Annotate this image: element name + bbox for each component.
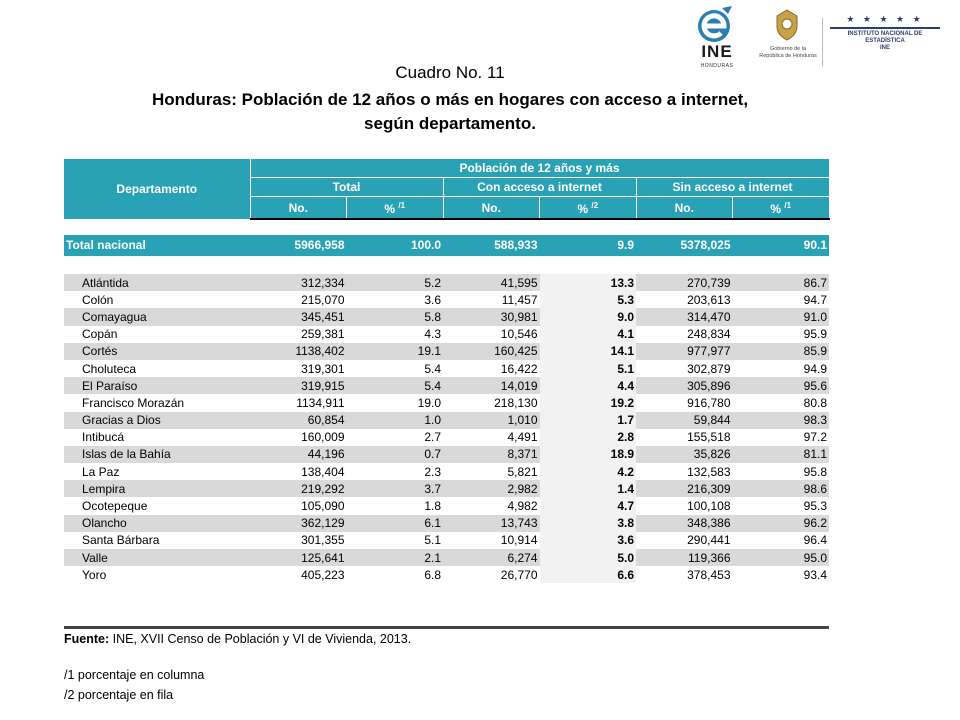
cell-sin-no: 302,879 <box>636 360 733 377</box>
cell-con-no: 11,457 <box>443 291 540 308</box>
cell-total-no: 301,355 <box>250 532 347 549</box>
institute-line3: INE <box>879 45 890 51</box>
source-label: Fuente: <box>64 632 110 646</box>
department-name: Cortés <box>64 343 250 360</box>
cell-con-pct: 5.1 <box>540 360 637 377</box>
cell-sin-no: 119,366 <box>636 549 733 566</box>
department-name: Colón <box>64 291 250 308</box>
cell-con-pct: 13.3 <box>540 274 637 291</box>
cell-total-pct: 3.6 <box>347 291 444 308</box>
cell-total-pct: 5.8 <box>347 308 444 325</box>
header-con-acceso: Con acceso a internet <box>443 178 636 197</box>
table-row <box>64 480 829 497</box>
cell-con-no: 41,595 <box>443 274 540 291</box>
cell-sin-pct: 96.4 <box>733 532 830 549</box>
department-name: Choluteca <box>64 360 250 377</box>
cell-total-pct: 6.1 <box>347 515 444 532</box>
table-row <box>64 326 829 343</box>
department-name: Islas de la Bahía <box>64 446 250 463</box>
cell-total-no: 319,301 <box>250 360 347 377</box>
department-name: Comayagua <box>64 308 250 325</box>
table-row <box>64 343 829 360</box>
cell-con-no: 5,821 <box>443 463 540 480</box>
cell-sin-pct: 94.7 <box>733 291 830 308</box>
page-title: Honduras: Población de 12 años o más en hogares con acceso a internet, <box>151 90 749 109</box>
header-total: Total <box>250 178 443 197</box>
cell-con-no: 8,371 <box>443 446 540 463</box>
cell-sin-no: 100,108 <box>636 497 733 514</box>
cell-total-pct: 2.3 <box>347 463 444 480</box>
cell-con-no: 160,425 <box>443 343 540 360</box>
total-con-no: 588,933 <box>443 235 540 256</box>
cell-con-pct: 9.0 <box>540 308 637 325</box>
cell-total-pct: 1.8 <box>347 497 444 514</box>
header-departamento: Departamento <box>64 159 250 220</box>
cell-con-pct: 4.7 <box>540 497 637 514</box>
logo-divider <box>822 18 823 66</box>
cell-con-pct: 4.2 <box>540 463 637 480</box>
cell-con-no: 10,546 <box>443 326 540 343</box>
cell-total-no: 405,223 <box>250 566 347 583</box>
cell-total-pct: 5.4 <box>347 360 444 377</box>
department-name: El Paraíso <box>64 377 250 394</box>
cell-total-no: 362,129 <box>250 515 347 532</box>
cell-con-no: 16,422 <box>443 360 540 377</box>
cell-con-no: 10,914 <box>443 532 540 549</box>
cell-total-no: 105,090 <box>250 497 347 514</box>
table-row <box>64 463 829 480</box>
department-name: Valle <box>64 549 250 566</box>
government-logo-text <box>756 46 820 60</box>
department-name: Santa Bárbara <box>64 532 250 549</box>
department-name: Olancho <box>64 515 250 532</box>
cell-sin-pct: 95.3 <box>733 497 830 514</box>
cell-con-pct: 5.3 <box>540 291 637 308</box>
total-row <box>64 235 829 256</box>
cell-con-pct: 19.2 <box>540 394 637 411</box>
cell-sin-pct: 97.2 <box>733 429 830 446</box>
cell-total-no: 219,292 <box>250 480 347 497</box>
cell-con-no: 26,770 <box>443 566 540 583</box>
government-line1: Gobierno de la <box>769 46 807 52</box>
cell-con-pct: 3.8 <box>540 515 637 532</box>
coat-of-arms-icon <box>770 8 804 42</box>
cell-sin-no: 216,309 <box>636 480 733 497</box>
cell-total-pct: 6.8 <box>347 566 444 583</box>
cell-total-pct: 5.4 <box>347 377 444 394</box>
cell-total-pct: 2.7 <box>347 429 444 446</box>
ine-logo-sub: HONDURAS <box>700 63 734 69</box>
table-number: Cuadro No. 11 <box>395 63 505 82</box>
cell-sin-pct: 95.6 <box>733 377 830 394</box>
table-row <box>64 497 829 514</box>
total-sin-no: 5378,025 <box>636 235 733 256</box>
cell-total-pct: 5.2 <box>347 274 444 291</box>
cell-sin-no: 59,844 <box>636 412 733 429</box>
population-table <box>64 158 830 583</box>
cell-sin-no: 270,739 <box>636 274 733 291</box>
total-name: Total nacional <box>64 235 250 256</box>
cell-con-pct: 18.9 <box>540 446 637 463</box>
total-con-pct: 9.9 <box>540 235 637 256</box>
cell-sin-no: 378,453 <box>636 566 733 583</box>
table-row <box>64 308 829 325</box>
header-con-no: No. <box>443 197 540 220</box>
header-group: Población de 12 años y más <box>250 159 829 178</box>
header-sin-acceso: Sin acceso a internet <box>636 178 829 197</box>
header-total-no: No. <box>250 197 347 220</box>
table-row <box>64 549 829 566</box>
ine-logo-text: INE <box>701 42 733 61</box>
department-name: Intibucá <box>64 429 250 446</box>
cell-total-pct: 5.1 <box>347 532 444 549</box>
cell-total-no: 60,854 <box>250 412 347 429</box>
cell-total-pct: 4.3 <box>347 326 444 343</box>
header-total-pct <box>347 197 444 220</box>
cell-con-no: 13,743 <box>443 515 540 532</box>
cell-sin-pct: 91.0 <box>733 308 830 325</box>
cell-con-pct: 6.6 <box>540 566 637 583</box>
cell-con-no: 1,010 <box>443 412 540 429</box>
cell-con-pct: 2.8 <box>540 429 637 446</box>
department-name: Lempira <box>64 480 250 497</box>
cell-total-no: 160,009 <box>250 429 347 446</box>
header-pct-label: % <box>384 202 396 216</box>
cell-sin-pct: 93.4 <box>733 566 830 583</box>
cell-total-pct: 19.0 <box>347 394 444 411</box>
cell-con-no: 30,981 <box>443 308 540 325</box>
cell-con-no: 4,491 <box>443 429 540 446</box>
department-name: Yoro <box>64 566 250 583</box>
cell-sin-no: 305,896 <box>636 377 733 394</box>
cell-sin-no: 290,441 <box>636 532 733 549</box>
header-pct-label: % <box>577 202 589 216</box>
header-sin-no: No. <box>636 197 733 220</box>
stars-icon: ★ ★ ★ ★ ★ <box>846 14 924 24</box>
cell-sin-pct: 85.9 <box>733 343 830 360</box>
cell-sin-no: 155,518 <box>636 429 733 446</box>
table-bottom-rule <box>64 626 829 629</box>
institute-line2: ESTADÍSTICA <box>865 38 905 44</box>
cell-sin-no: 977,977 <box>636 343 733 360</box>
total-total-pct: 100.0 <box>347 235 444 256</box>
cell-con-no: 6,274 <box>443 549 540 566</box>
institute-logo <box>830 14 940 64</box>
cell-sin-pct: 98.3 <box>733 412 830 429</box>
table-row <box>64 394 829 411</box>
cell-con-pct: 1.4 <box>540 480 637 497</box>
cell-total-no: 319,915 <box>250 377 347 394</box>
cell-sin-no: 916,780 <box>636 394 733 411</box>
department-name: La Paz <box>64 463 250 480</box>
cell-sin-no: 348,386 <box>636 515 733 532</box>
page-subtitle: según departamento. <box>364 114 536 133</box>
cell-sin-pct: 81.1 <box>733 446 830 463</box>
institute-rule <box>830 27 940 29</box>
table-row <box>64 566 829 583</box>
cell-total-no: 259,381 <box>250 326 347 343</box>
cell-con-pct: 14.1 <box>540 343 637 360</box>
cell-con-no: 4,982 <box>443 497 540 514</box>
cell-sin-no: 314,470 <box>636 308 733 325</box>
cell-total-no: 125,641 <box>250 549 347 566</box>
table-row <box>64 532 829 549</box>
cell-sin-no: 203,613 <box>636 291 733 308</box>
cell-total-no: 1134,911 <box>250 394 347 411</box>
cell-sin-pct: 86.7 <box>733 274 830 291</box>
ine-e-icon <box>692 6 738 44</box>
cell-sin-no: 35,826 <box>636 446 733 463</box>
cell-sin-pct: 80.8 <box>733 394 830 411</box>
table-row <box>64 446 829 463</box>
table-row <box>64 515 829 532</box>
table-row <box>64 274 829 291</box>
table-row <box>64 291 829 308</box>
cell-total-no: 312,334 <box>250 274 347 291</box>
cell-total-pct: 0.7 <box>347 446 444 463</box>
table-row <box>64 377 829 394</box>
footnote-1: /1 porcentaje en columna <box>64 668 205 682</box>
footnote-2: /2 porcentaje en fila <box>64 688 174 702</box>
department-name: Francisco Morazán <box>64 394 250 411</box>
header-footnote-2: /2 <box>591 201 599 210</box>
header-footnote-1: /1 <box>784 201 792 210</box>
source-text: INE, XVII Censo de Población y VI de Vivienda, 2013. <box>109 632 412 646</box>
cell-sin-no: 132,583 <box>636 463 733 480</box>
cell-total-no: 345,451 <box>250 308 347 325</box>
cell-total-pct: 3.7 <box>347 480 444 497</box>
cell-con-pct: 1.7 <box>540 412 637 429</box>
cell-total-no: 44,196 <box>250 446 347 463</box>
header-pct-label: % <box>770 202 782 216</box>
institute-line1: INSTITUTO NACIONAL DE <box>847 31 923 37</box>
table-row <box>64 429 829 446</box>
cell-total-pct: 19.1 <box>347 343 444 360</box>
cell-sin-no: 248,834 <box>636 326 733 343</box>
cell-sin-pct: 96.2 <box>733 515 830 532</box>
cell-total-pct: 1.0 <box>347 412 444 429</box>
department-name: Gracias a Dios <box>64 412 250 429</box>
cell-sin-pct: 95.0 <box>733 549 830 566</box>
cell-con-pct: 3.6 <box>540 532 637 549</box>
department-name: Ocotepeque <box>64 497 250 514</box>
source-note <box>64 632 411 646</box>
government-line2: República de Honduras <box>759 53 817 59</box>
cell-sin-pct: 98.6 <box>733 480 830 497</box>
cell-total-no: 138,404 <box>250 463 347 480</box>
cell-con-pct: 4.4 <box>540 377 637 394</box>
header-con-pct <box>540 197 637 220</box>
cell-sin-pct: 95.9 <box>733 326 830 343</box>
cell-total-no: 215,070 <box>250 291 347 308</box>
department-name: Copán <box>64 326 250 343</box>
cell-sin-pct: 95.8 <box>733 463 830 480</box>
department-name: Atlántida <box>64 274 250 291</box>
cell-total-pct: 2.1 <box>347 549 444 566</box>
cell-con-pct: 4.1 <box>540 326 637 343</box>
table-row <box>64 360 829 377</box>
cell-sin-pct: 94.9 <box>733 360 830 377</box>
cell-con-pct: 5.0 <box>540 549 637 566</box>
table-row <box>64 412 829 429</box>
cell-con-no: 218,130 <box>443 394 540 411</box>
total-total-no: 5966,958 <box>250 235 347 256</box>
total-sin-pct: 90.1 <box>733 235 830 256</box>
cell-con-no: 2,982 <box>443 480 540 497</box>
header-footnote-1: /1 <box>398 201 406 210</box>
header-sin-pct <box>733 197 830 220</box>
cell-total-no: 1138,402 <box>250 343 347 360</box>
cell-con-no: 14,019 <box>443 377 540 394</box>
